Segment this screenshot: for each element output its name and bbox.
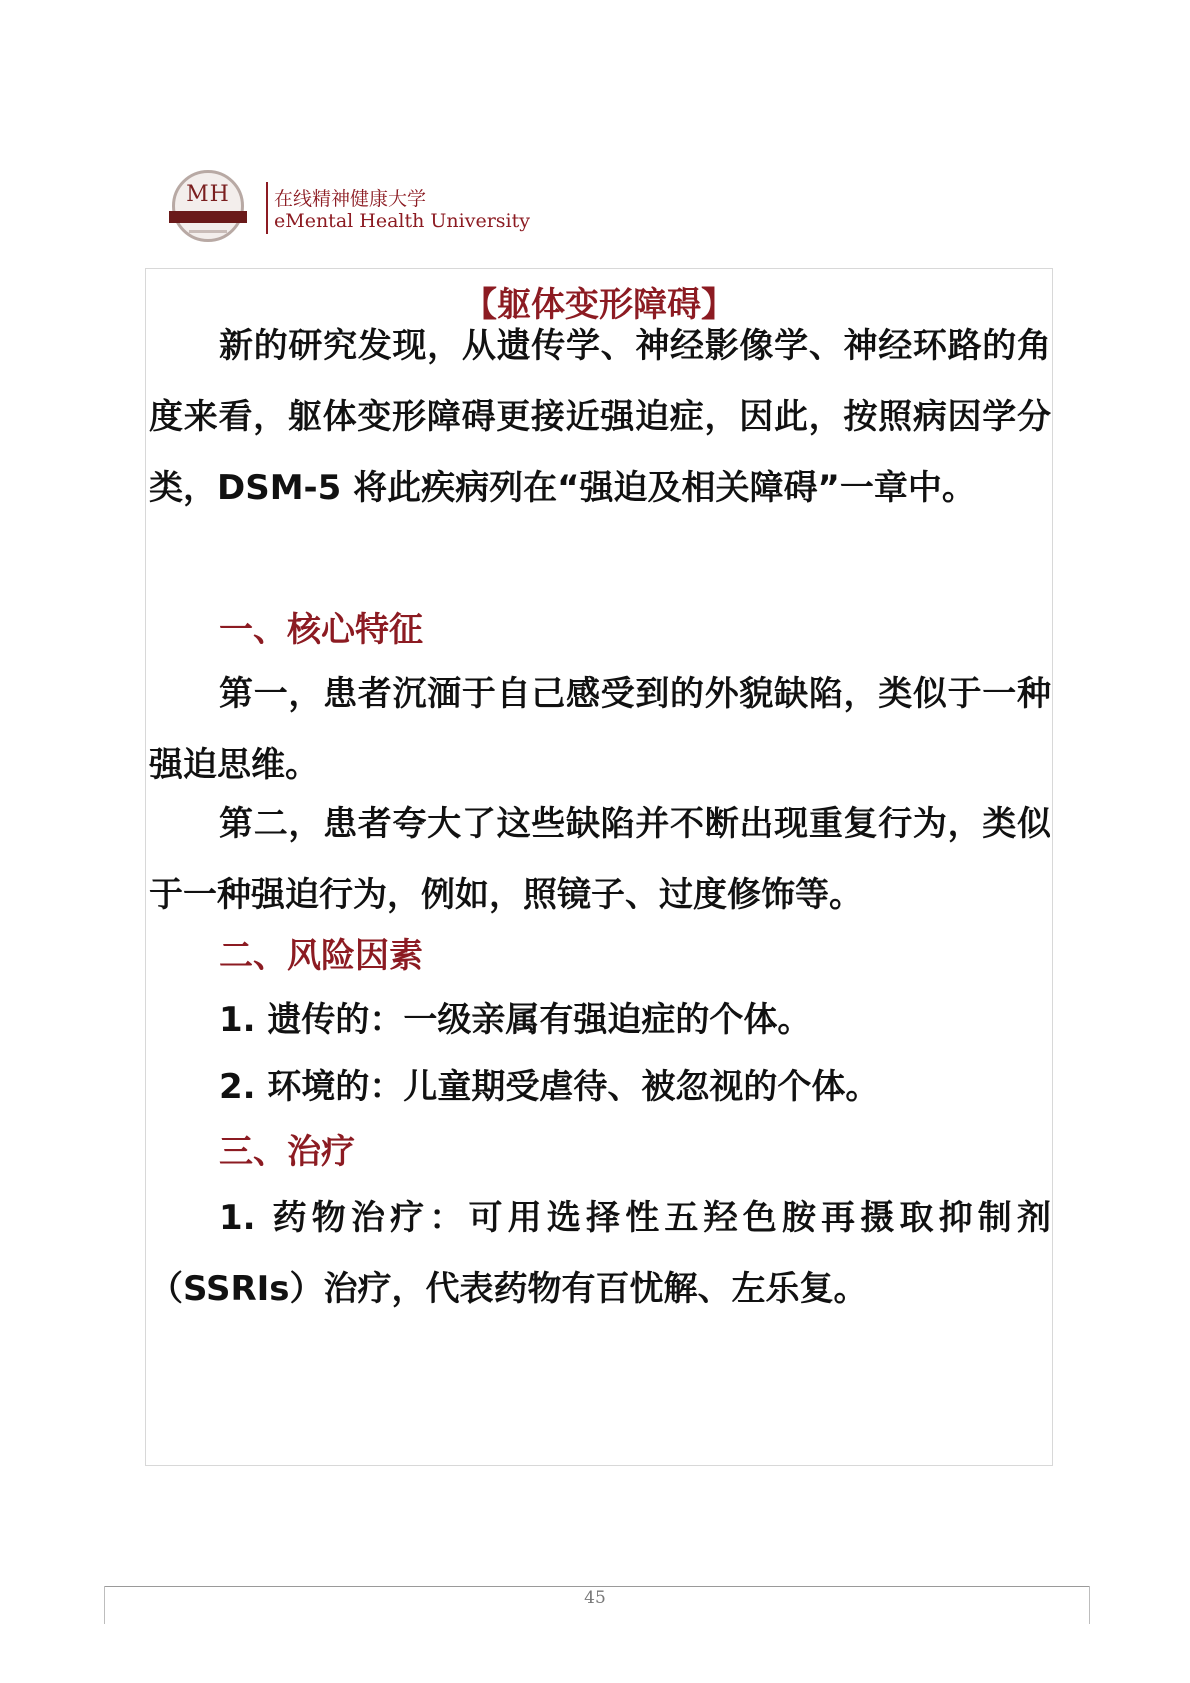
section-heading-risk-factors: 二、风险因素 — [219, 936, 423, 976]
logo-ribbon — [169, 211, 247, 223]
university-logo — [172, 170, 244, 242]
section-heading-treatment: 三、治疗 — [219, 1132, 355, 1172]
section-heading-core-features: 一、核心特征 — [219, 610, 423, 650]
page-number: 45 — [584, 1588, 606, 1608]
content-frame — [145, 268, 1053, 1466]
risk-factor-2: 2. 环境的：儿童期受虐待、被忽视的个体。 — [219, 1067, 880, 1107]
brand-name-english: eMental Health University — [274, 210, 530, 232]
page-header — [172, 170, 572, 250]
risk-factor-1: 1. 遗传的：一级亲属有强迫症的个体。 — [219, 1000, 812, 1040]
treatment-1: 1. 药物治疗：可用选择性五羟色胺再摄取抑制剂（SSRIs）治疗，代表药物有百忧解、左乐复。 — [149, 1198, 1051, 1309]
intro-paragraph: 新的研究发现，从遗传学、神经影像学、神经环路的角度来看，躯体变形障碍更接近强迫症，因此，按照病因学分类，DSM-5 将此疾病列在“强迫及相关障碍”一章中。 — [149, 326, 1051, 508]
core-feature-2: 第二，患者夸大了这些缺陷并不断出现重复行为，类似于一种强迫行为，例如，照镜子、过度修饰等。 — [149, 804, 1051, 915]
logo-ring-detail — [189, 230, 227, 233]
logo-text: MH — [186, 182, 230, 207]
document-title: 【躯体变形障碍】 — [463, 285, 735, 325]
brand-name-chinese: 在线精神健康大学 — [274, 188, 427, 210]
brand-divider — [266, 182, 268, 234]
core-feature-1: 第一，患者沉湎于自己感受到的外貌缺陷，类似于一种强迫思维。 — [149, 674, 1051, 785]
footer-rule — [104, 1586, 1090, 1587]
